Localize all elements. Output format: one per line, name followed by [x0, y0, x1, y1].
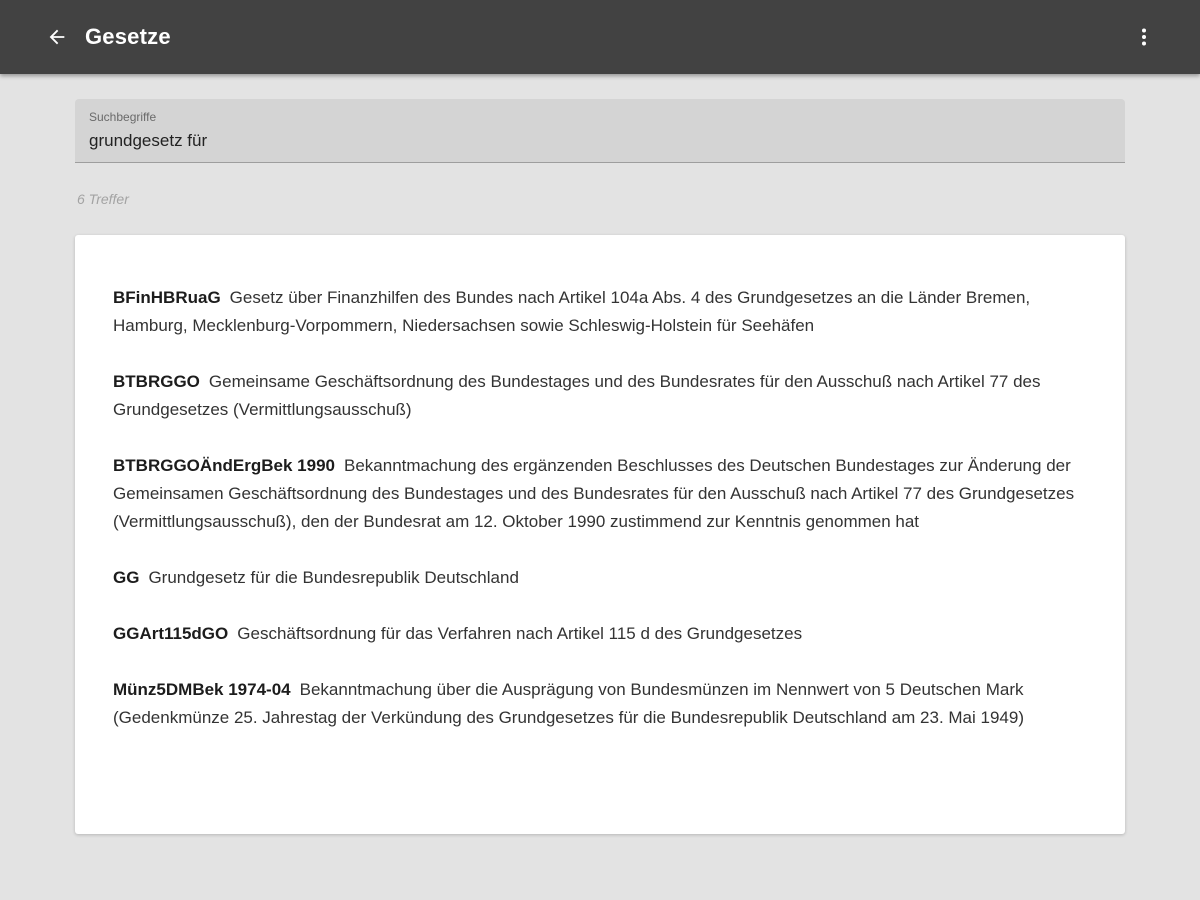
result-title: Bekanntmachung über die Ausprägung von Bundesmünzen im Nennwert von 5 Deutschen Mark (Gedenkmünze 25. Jahrestag der Verkündung des Grundgesetzes für die Bundesrepublik Deutschland am 23. Mai 1949)	[113, 680, 1024, 727]
result-item[interactable]	[113, 368, 1087, 424]
result-item[interactable]	[113, 284, 1087, 340]
overflow-menu-button[interactable]	[1126, 19, 1162, 55]
result-abbreviation: Münz5DMBek 1974-04	[113, 680, 291, 699]
result-title: Bekanntmachung des ergänzenden Beschlusses des Deutschen Bundestages zur Änderung der Gemeinsamen Geschäftsordnung des Bundestages und des Bundesrates für den Ausschuß nach Artikel 77 des Grundgesetzes (Vermittlungsausschuß), den der Bundesrat am 12. Oktober 1990 zustimmend zur Kenntnis genommen hat	[113, 456, 1075, 531]
app-bar	[0, 0, 1200, 74]
result-item[interactable]	[113, 620, 1087, 648]
result-title: Gesetz über Finanzhilfen des Bundes nach Artikel 104a Abs. 4 des Grundgesetzes an die Länder Bremen, Hamburg, Mecklenburg-Vorpommern, Niedersachsen sowie Schleswig-Holstein für Seehäfen	[113, 288, 1031, 335]
back-button[interactable]	[38, 18, 76, 56]
result-abbreviation: BTBRGGO	[113, 372, 200, 391]
result-title: Grundgesetz für die Bundesrepublik Deutschland	[148, 568, 519, 587]
hit-count: 6 Treffer	[77, 191, 129, 207]
result-abbreviation: GG	[113, 568, 140, 587]
result-abbreviation: BTBRGGOÄndErgBek 1990	[113, 456, 335, 475]
arrow-back-icon	[46, 26, 68, 48]
result-abbreviation: BFinHBRuaG	[113, 288, 221, 307]
result-item[interactable]	[113, 676, 1087, 732]
result-abbreviation: GGArt115dGO	[113, 624, 229, 643]
search-input[interactable]	[89, 129, 1099, 153]
search-field[interactable]	[75, 99, 1125, 163]
result-item[interactable]	[113, 564, 1087, 592]
results-card	[75, 235, 1125, 834]
result-title: Geschäftsordnung für das Verfahren nach Artikel 115 d des Grundgesetzes	[237, 624, 803, 643]
result-item[interactable]	[113, 452, 1087, 536]
result-title: Gemeinsame Geschäftsordnung des Bundestages und des Bundesrates für den Ausschuß nach Artikel 77 des Grundgesetzes (Vermittlungsausschuß)	[113, 372, 1041, 419]
search-label: Suchbegriffe	[89, 110, 157, 124]
page-title: Gesetze	[85, 24, 171, 49]
more-vert-icon	[1132, 25, 1156, 49]
